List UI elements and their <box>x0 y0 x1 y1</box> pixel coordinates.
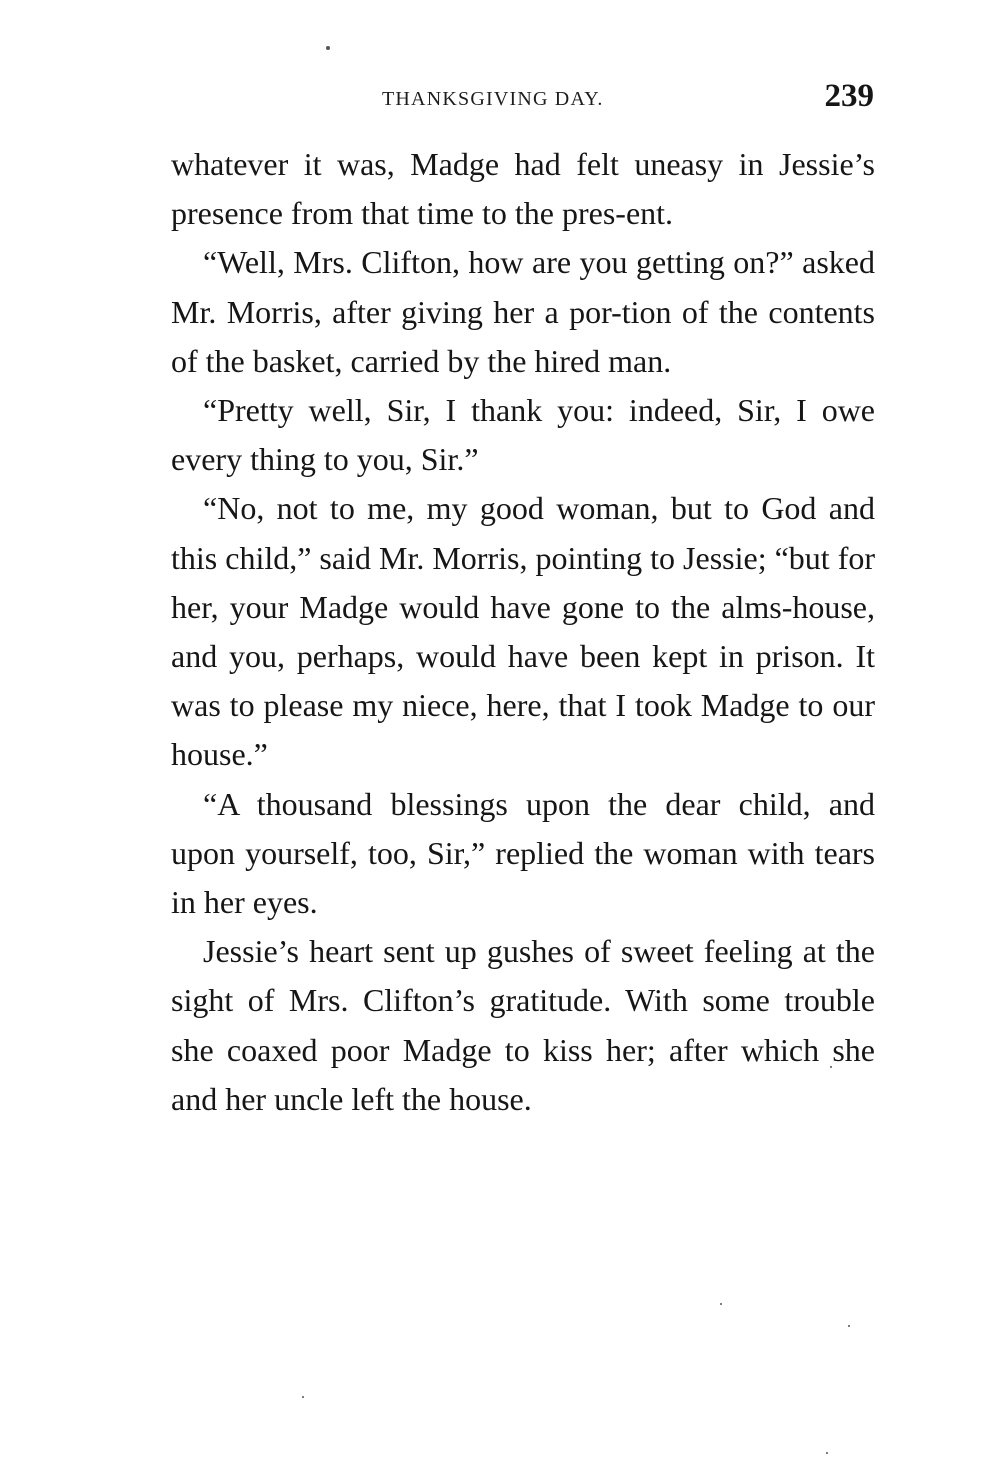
ink-speck <box>326 46 330 50</box>
page-header <box>0 78 1000 118</box>
ink-speck <box>826 1452 828 1454</box>
page-number: 239 <box>824 78 874 114</box>
paragraph-continuation: whatever it was, Madge had felt uneasy in Jessie’s presence from that time to the pres-ent. <box>171 146 875 232</box>
paragraph-dialogue: “A thousand blessings upon the dear child, and upon yourself, too, Sir,” replied the woman with tears in her eyes. <box>171 785 875 921</box>
running-title: THANKSGIVING DAY. <box>382 88 604 110</box>
paragraph-dialogue: “Well, Mrs. Clifton, how are you getting on?” asked Mr. Morris, after giving her a por-tion of the contents of the basket, carried by the hired man. <box>171 244 875 379</box>
paragraph-dialogue: “Pretty well, Sir, I thank you: indeed, Sir, I owe every thing to you, Sir.” <box>171 392 875 478</box>
paragraph-narration: Jessie’s heart sent up gushes of sweet feeling at the sight of Mrs. Clifton’s gratitude. With some trouble she coaxed poor Madge to kiss her; after which she and her uncle left the house. <box>171 933 875 1117</box>
ink-speck <box>720 1303 722 1305</box>
ink-speck <box>302 1396 304 1398</box>
ink-speck <box>848 1325 850 1327</box>
body-text <box>171 140 875 1124</box>
paragraph-dialogue: “No, not to me, my good woman, but to God and this child,” said Mr. Morris, pointing to Jessie; “but for her, your Madge would have gone to the alms-house, and you, perhaps, would have been kept in prison. It was to please my niece, here, that I took Madge to our house.” <box>171 490 875 773</box>
